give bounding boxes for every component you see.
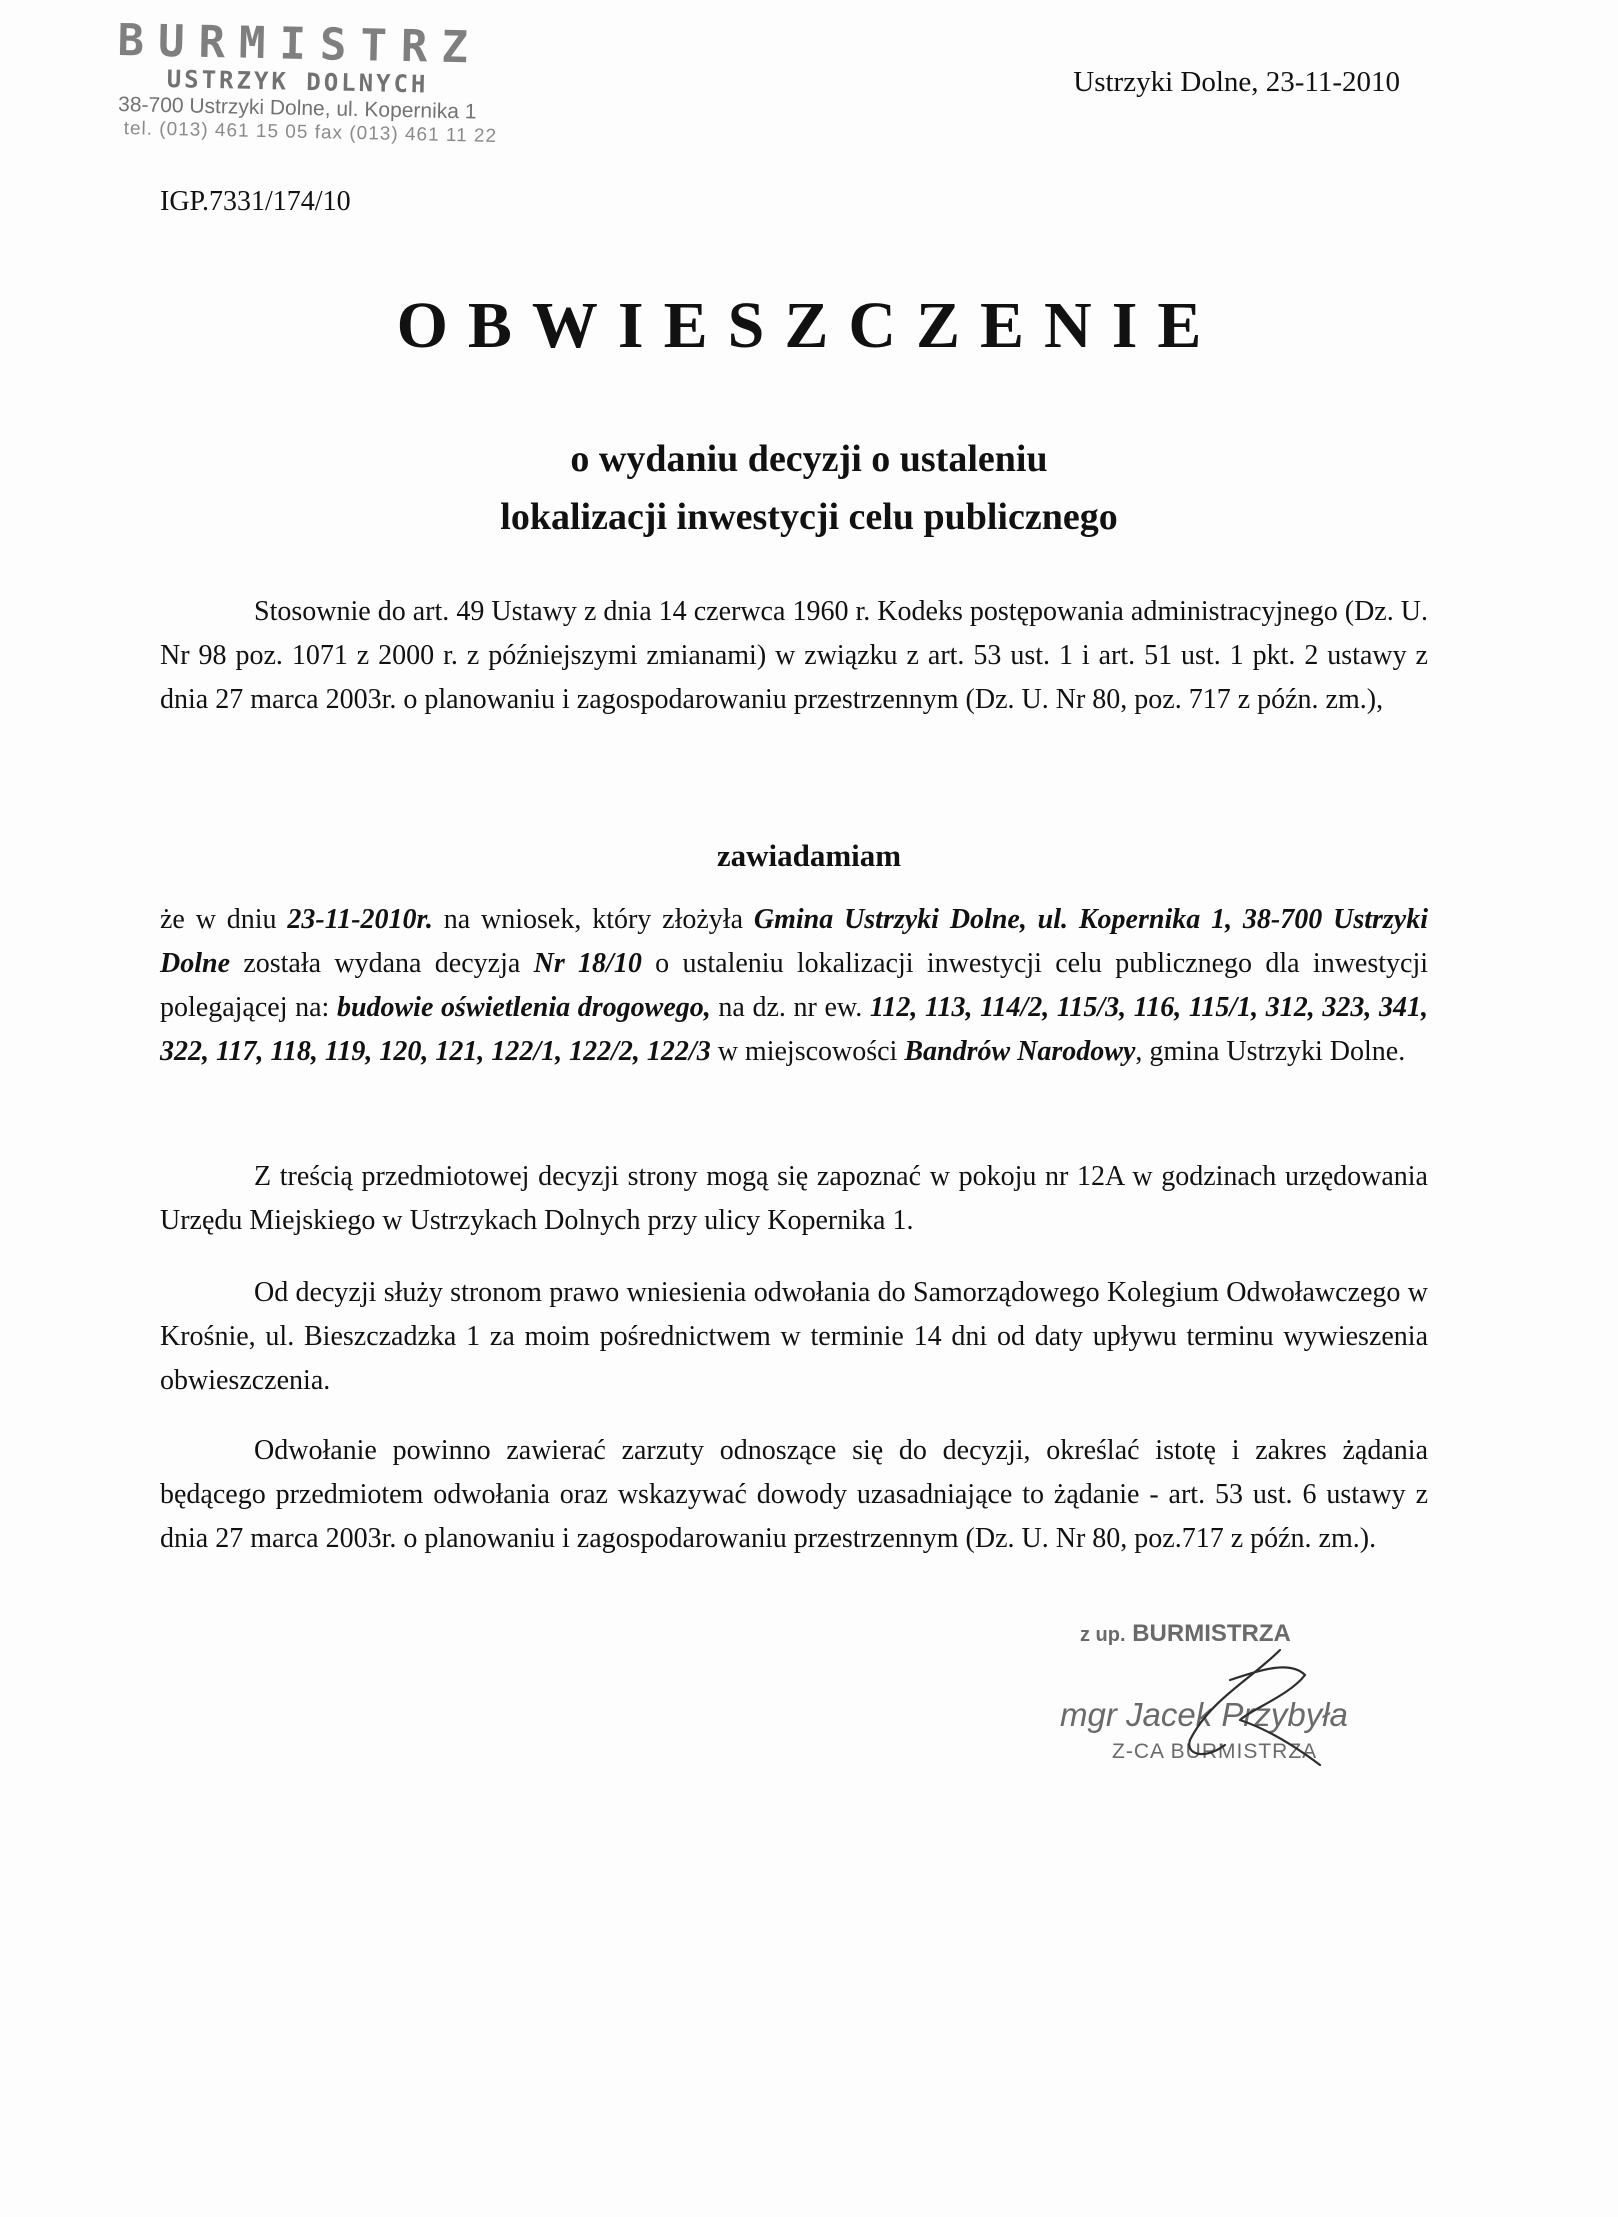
reference-number: IGP.7331/174/10: [160, 186, 351, 217]
document-title: OBWIESZCZENIE: [396, 289, 1222, 362]
appeal-requirements-paragraph: [160, 1429, 1428, 1561]
decision-date: 23-11-2010r.: [287, 904, 433, 935]
appeal-requirements-text: Odwołanie powinno zawierać zarzuty odnoszące się do decyzji, określać istotę i zakres żądania będącego przedmiotem odwołania oraz wskazywać dowody uzasadniające to żądanie - art. 53 ust. 6 ustawy z dnia 27 marca 2003r. o planowaniu i zagospodarowaniu przestrzennym (Dz. U. Nr 80, poz.717 z późn. zm.).: [160, 1435, 1428, 1554]
appeal-paragraph: [160, 1271, 1428, 1403]
handwritten-signature: [1130, 1640, 1330, 1780]
text-segment: że w dniu: [160, 904, 288, 935]
text-segment: w miejscowości: [710, 1036, 905, 1067]
plot-numbers: 112, 113, 114/2, 115/3, 116, 115/1, 312, 323, 341, 322, 117, 118, 119, 120, 121, 122/1, 122/2, 122/3: [160, 992, 1428, 1067]
announcement-heading: zawiadamiam: [716, 838, 902, 873]
text-segment: , gmina Ustrzyki Dolne.: [1135, 1036, 1406, 1067]
office-stamp: [115, 15, 537, 149]
inspection-text: Z treścią przedmiotowej decyzji strony mogą się zapoznać w pokoju nr 12A w godzinach urzędowania Urzędu Miejskiego w Ustrzykach Dolnych przy ulicy Kopernika 1.: [160, 1161, 1428, 1236]
stamp-line-4: tel. (013) 461 15 05 fax (013) 461 11 22: [123, 118, 498, 147]
subtitle-line-1: o wydaniu decyzji o ustaleniu: [570, 438, 1048, 480]
decision-number: Nr 18/10: [533, 948, 642, 979]
signature-stamp: [1000, 1620, 1420, 1770]
subtitle-line-2: lokalizacji inwestycji celu publicznego: [500, 496, 1118, 538]
signatory-title: Z-CA BURMISTRZA: [1112, 1740, 1318, 1763]
legal-basis-text: Stosownie do art. 49 Ustawy z dnia 14 czerwca 1960 r. Kodeks postępowania administracyjnego (Dz. U. Nr 98 poz. 1071 z 2000 r. z późniejszymi zmianami) w związku z art. 53 ust. 1 i art. 51 ust. 1 pkt. 2 ustawy z dnia 27 marca 2003r. o planowaniu i zagospodarowaniu przestrzennym (Dz. U. Nr 80, poz. 717 z późn. zm.),: [160, 596, 1428, 715]
text-segment: na wniosek, który złożyła: [432, 904, 754, 935]
stamp-line-1: BURMISTRZ: [116, 15, 483, 74]
investment-name: budowie oświetlenia drogowego,: [336, 992, 711, 1023]
signature-zup: z up.: [1080, 1624, 1126, 1646]
stamp-line-2: USTRZYK DOLNYCH: [166, 65, 429, 99]
stamp-line-3: 38-700 Ustrzyki Dolne, ul. Kopernika 1: [117, 93, 477, 124]
document-subtitle: [0, 430, 1618, 546]
applicant: Gmina Ustrzyki Dolne, ul. Kopernika 1, 38-700 Ustrzyki Dolne: [160, 904, 1429, 979]
inspection-paragraph: [160, 1155, 1428, 1243]
village-name: Bandrów Narodowy: [904, 1036, 1136, 1067]
text-segment: na dz. nr ew.: [710, 992, 870, 1023]
place-and-date: Ustrzyki Dolne, 23-11-2010: [1073, 66, 1400, 98]
signature-role: BURMISTRZA: [1132, 1620, 1291, 1647]
decision-text: [160, 898, 1428, 1074]
appeal-text: Od decyzji służy stronom prawo wniesienia odwołania do Samorządowego Kolegium Odwoławczego w Krośnie, ul. Bieszczadzka 1 za moim pośrednictwem w terminie 14 dni od daty upływu terminu wywieszenia obwieszczenia.: [160, 1277, 1428, 1396]
signatory-name: mgr Jacek Przybyła: [1060, 1696, 1348, 1733]
text-segment: o ustaleniu lokalizacji inwestycji celu publicznego dla inwestycji polegającej na:: [160, 948, 1429, 1023]
text-segment: została wydana decyzja: [230, 948, 534, 979]
decision-paragraph: [160, 898, 1428, 1074]
legal-basis-paragraph: [160, 590, 1428, 722]
